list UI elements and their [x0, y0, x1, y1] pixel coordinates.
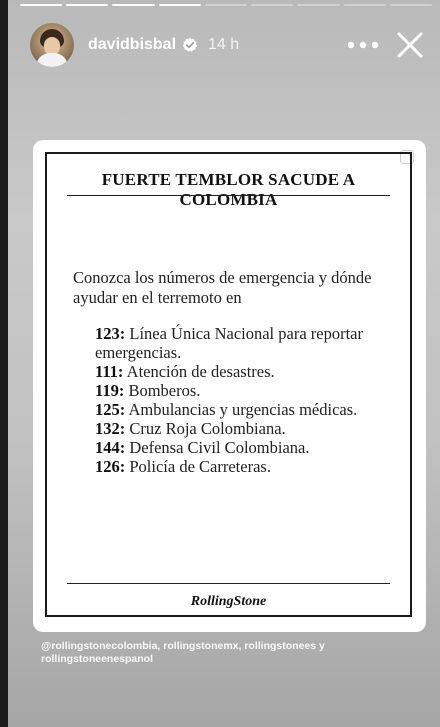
emergency-number-item [95, 457, 390, 476]
emergency-label: Defensa Civil Colombiana. [129, 438, 310, 457]
progress-segment [20, 4, 62, 6]
headline: FUERTE TEMBLOR SACUDE A COLOMBIA [101, 170, 356, 209]
emergency-number: 132: [95, 419, 126, 438]
progress-segment [159, 4, 201, 6]
story-progress-bar [20, 4, 432, 6]
emergency-number-item [95, 400, 390, 419]
progress-segment [66, 4, 108, 6]
post-time: 14 h [208, 36, 240, 53]
emergency-number: 125: [95, 400, 126, 419]
username[interactable]: davidbisbal [88, 36, 177, 53]
emergency-label: Cruz Roja Colombiana. [129, 419, 286, 438]
emergency-number: 123: [95, 324, 126, 343]
story-viewer[interactable] [8, 0, 440, 727]
post-frame [45, 152, 412, 617]
emergency-number-item [95, 419, 390, 438]
verified-icon [182, 37, 198, 53]
emergency-number: 111: [95, 362, 124, 381]
left-edge [0, 0, 8, 727]
intro-text: Conozca los números de emergencia y dónde ayudar en el terremoto en [73, 268, 372, 307]
progress-segment [344, 4, 386, 6]
shared-post-card[interactable] [33, 140, 426, 632]
progress-segment [205, 4, 247, 6]
emergency-label: Policía de Carreteras. [129, 457, 271, 476]
story-header [30, 23, 428, 67]
emergency-label: Atención de desastres. [126, 362, 275, 381]
avatar[interactable] [30, 23, 74, 67]
more-icon[interactable] [346, 33, 380, 57]
progress-segment [297, 4, 339, 6]
rollingstone-logo: RollingStone [190, 594, 267, 609]
emergency-number-item [95, 381, 390, 400]
headline-rule [67, 195, 390, 196]
emergency-label: Bomberos. [128, 381, 201, 400]
progress-segment [390, 4, 432, 6]
emergency-number: 144: [95, 438, 126, 457]
emergency-number: 126: [95, 457, 126, 476]
emergency-number-item [95, 362, 390, 381]
progress-segment [112, 4, 154, 6]
emergency-number-list [95, 324, 390, 476]
emergency-number: 119: [95, 381, 125, 400]
footer-rule [67, 583, 390, 584]
close-icon[interactable] [396, 31, 424, 59]
emergency-label: Ambulancias y urgencias médicas. [128, 400, 358, 419]
mentions-caption[interactable]: @rollingstonecolombia, rollingstonemx, rollingstonees y rollingstoneenespanol [41, 640, 325, 665]
emergency-number-item [95, 438, 390, 457]
progress-segment [251, 4, 293, 6]
emergency-number-item [95, 324, 390, 362]
emergency-label: Línea Única Nacional para reportar emergencias. [95, 324, 363, 362]
